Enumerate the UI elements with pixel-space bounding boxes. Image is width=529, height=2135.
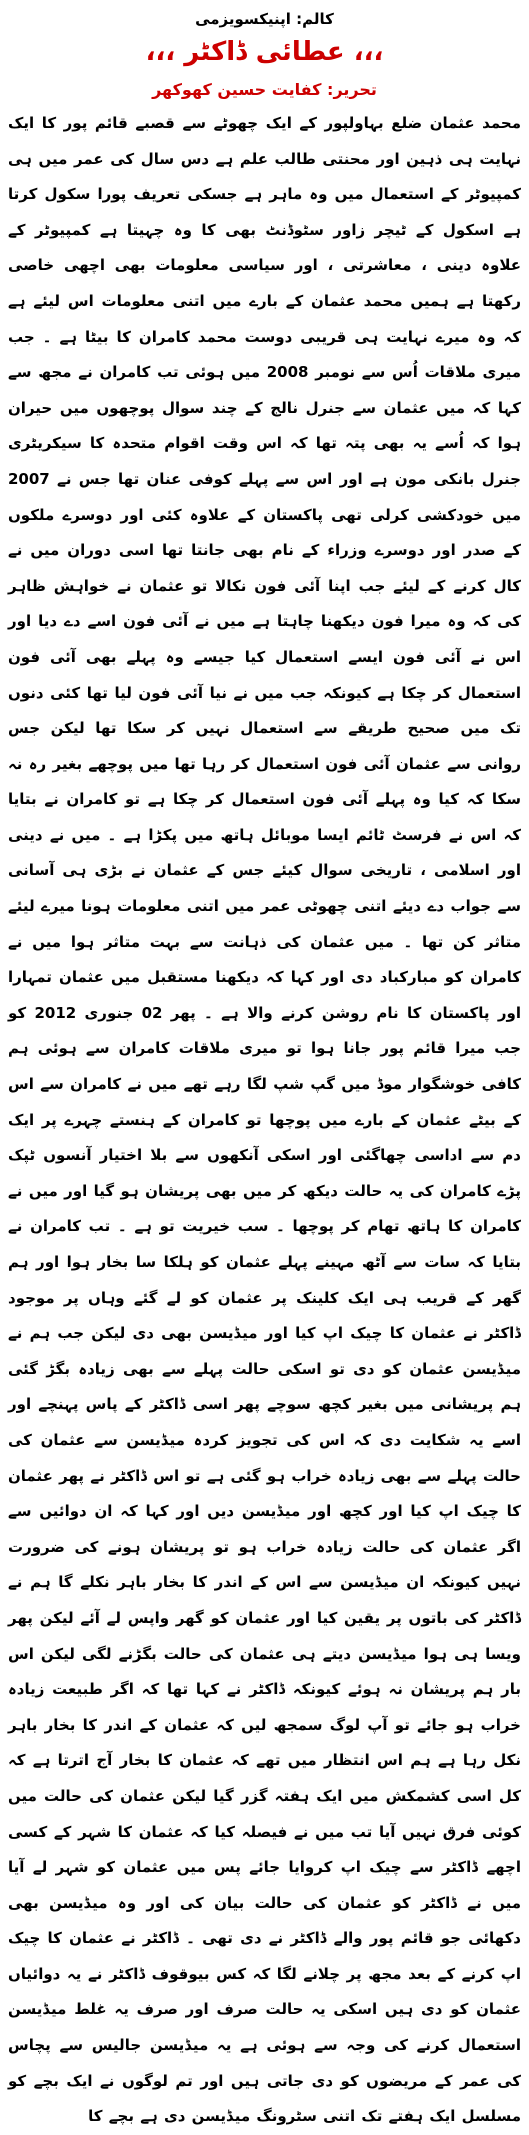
article-byline: تحریر: کفایت حسین کھوکھر [152, 80, 377, 99]
article-headline: ،،، عطائی ڈاکٹر ،،، [145, 37, 384, 67]
article-body: محمد عثمان ضلع بہاولپور کے ایک چھوٹے سے قصبے قائم پور کا ایک نہایت ہی ذہین اور محنتی طالب علم ہے دس سال کی عمر میں ہی کمپیوٹر کے استعمال میں وہ ماہر ہے جسکی تعریف پورا سکول کرتا ہے اسکول کے ٹیچر زاور سٹوڈنٹ بھی کا وہ چہیتا ہے کمپیوٹر کے علاوہ دینی ، معاشرتی ، اور سیاسی معلومات بھی اچھی خاصی رکھتا ہے ہمیں محمد عثمان کے بارے میں اتنی معلومات اس لیئے ہے کہ وہ میرے نہایت ہی قریبی دوست محمد کامران کا بیٹا ہے ۔ جب میری ملاقات اُس سے نومبر 2008 میں ہوئی تب کامران نے مجھ سے کہا کہ میں عثمان سے جنرل نالج کے چند سوال پوچھوں میں حیران ہوا کہ اُسے یہ بھی پتہ تھا کہ اس وقت اقوام متحدہ کا سیکریٹری جنرل بانکی مون ہے اور اس سے پہلے کوفی عنان تھا جس نے 2007 میں خودکشی کرلی تھی پاکستان کے علاوہ کئی اور دوسرے ملکوں کے صدر اور دوسرے وزراء کے نام بھی جانتا تھا اسی دوران میں نے کال کرنے کے لیئے جب اپنا آئی فون نکالا تو عثمان نے خواہش ظاہر کی کہ وہ میرا فون دیکھنا چاہتا ہے میں نے آئی فون اسے دے دیا اور اس نے آئی فون ایسے استعمال کیا جیسے وہ پہلے بھی آئی فون استعمال کر چکا ہے کیونکہ جب میں نے نیا آئی فون لیا تھا کئی دنوں تک میں صحیح طریقے سے استعمال نہیں کر سکا تھا لیکن جس روانی سے عثمان آئی فون استعمال کر رہا تھا میں پوچھے بغیر رہ نہ سکا کہ کیا وہ پہلے آئی فون استعمال کر چکا ہے تو کامران نے بتایا کہ اس نے فرسٹ ٹائم ایسا موبائل ہاتھ میں پکڑا ہے ۔ میں نے دینی اور اسلامی ، تاریخی سوال کیئے جس کے عثمان نے بڑی ہی آسانی سے جواب دے دیئے اتنی چھوٹی عمر میں اتنی معلومات ہونا میرے لیئے متاثر کن تھا ۔ میں عثمان کی ذہانت سے بہت متاثر ہوا میں نے کامران کو مبارکباد دی اور کہا کہ دیکھنا مستقبل میں عثمان تمہارا اور پاکستان کا نام روشن کرنے والا ہے ۔ پھر 02 جنوری 2012 کو جب میرا قائم پور جانا ہوا تو میری ملاقات کامران سے ہوئی ہم کافی خوشگوار موڈ میں گپ شپ لگا رہے تھے میں نے کامران سے اس کے بیٹے عثمان کے بارے میں پوچھا تو کامران کے ہنستے چہرے پر ایک دم سے اداسی چھاگئی اور اسکی آنکھوں سے بلا اختیار آنسوں ٹپک پڑے کامران کی یہ حالت دیکھ کر میں بھی پریشان ہو گیا اور میں نے کامران کا ہاتھ تھام کر پوچھا ۔ سب خیریت تو ہے ۔ تب کامران نے بتایا کہ سات سے آٹھ مہینے پہلے عثمان کو ہلکا سا بخار ہوا اور ہم گھر کے قریب ہی ایک کلینک پر عثمان کو لے گئے وہاں پر موجود ڈاکٹر نے عثمان کا چیک اپ کیا اور میڈیسن بھی دی لیکن جب ہم نے میڈیسن عثمان کو دی تو اسکی حالت پہلے سے بھی زیادہ بگڑ گئی ہم پریشانی میں بغیر کچھ سوچے پھر اسی ڈاکٹر کے پاس پہنچے اور اسے یہ شکایت دی کہ اس کی تجویز کردہ میڈیسن سے عثمان کی حالت پہلے سے بھی زیادہ خراب ہو گئی ہے تو اس ڈاکٹر نے پھر عثمان کا چیک اپ کیا اور کچھ اور میڈیسن دیں اور کہا کہ ان دوائیں سے اگر عثمان کی حالت زیادہ خراب ہو تو پریشان ہونے کی ضرورت نہیں کیونکہ ان میڈیسن سے اس کے اندر کا بخار باہر نکلے گا ہم نے ڈاکٹر کی باتوں پر یقین کیا اور عثمان کو گھر واپس لے آئے لیکن پھر ویسا ہی ہوا میڈیسن دیتے ہی عثمان کی حالت بگڑنے لگی لیکن اس بار ہم پریشان نہ ہوئے کیونکہ ڈاکٹر نے کہا تھا کہ اگر طبیعت زیادہ خراب ہو جائے تو آپ لوگ سمجھ لیں کہ عثمان کے اندر کا بخار باہر نکل رہا ہے ہم اس انتظار میں تھے کہ عثمان کا بخار آج اترتا ہے کہ کل اسی کشمکش میں ایک ہفتہ گزر گیا لیکن عثمان کی حالت میں کوئی فرق نہیں آیا تب میں نے فیصلہ کیا کہ عثمان کا شہر کے کسی اچھے ڈاکٹر سے چیک اپ کروایا جائے پس میں عثمان کو شہر لے آیا میں نے ڈاکٹر کو عثمان کی حالت بیان کی اور وہ میڈیسن بھی دکھائی جو قائم پور والے ڈاکٹر نے دی تھی ۔ ڈاکٹر نے عثمان کا چیک اپ کرنے کے بعد مجھ پر چلانے لگا کہ کس بیوقوف ڈاکٹر نے یہ دوائیاں عثمان کو دی ہیں اسکی یہ حالت صرف اور صرف یہ غلط میڈیسن استعمال کرنے کی وجہ سے ہوئی ہے یہ میڈیسن جالیس سے پچاس کی عمر کے مریضوں کو دی جاتی ہیں اور تم لوگوں نے ایک بچے کو مسلسل ایک ہفتے تک اتنی سٹرونگ میڈیسن دی ہے بچے کا [8, 114, 521, 2126]
column-label: کالم: اپنیکسویزمی [195, 10, 334, 28]
